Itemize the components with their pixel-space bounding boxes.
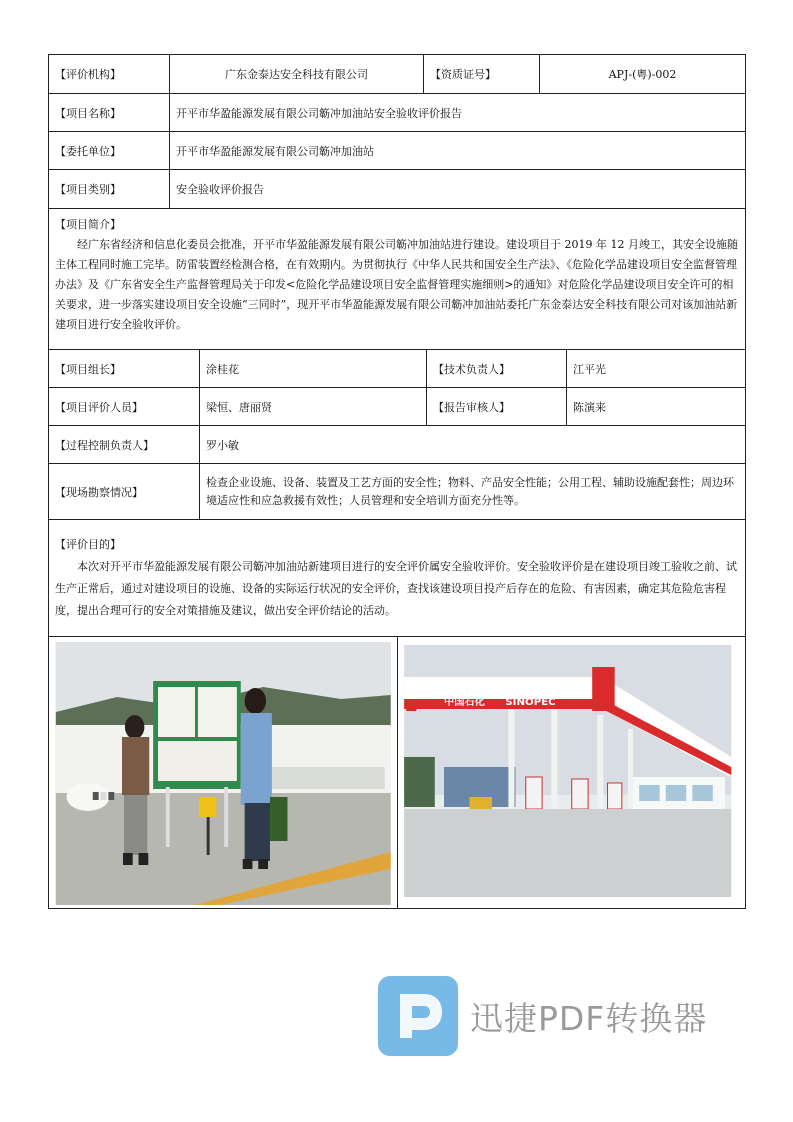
cert-label: 【资质证号】 (424, 55, 540, 93)
evaluation-info-table (48, 54, 746, 909)
tech-lead-label: 【技术负责人】 (427, 350, 567, 387)
site-survey-value: 检查企业设施、设备、装置及工艺方面的安全性；物料、产品安全性能；公用工程、辅助设施配套性；周边环境适应性和应急救援有效性；人员管理和安全培训方面充分性等。 (206, 475, 734, 507)
row-category (49, 170, 745, 209)
row-evaluators (49, 388, 745, 426)
category-value: 安全验收评价报告 (176, 183, 264, 196)
client-label: 【委托单位】 (49, 132, 170, 169)
cert-value: APJ-(粤)-002 (608, 68, 677, 81)
row-client (49, 132, 745, 170)
row-site-survey (49, 464, 745, 520)
reviewer-value: 陈演来 (573, 400, 606, 414)
purpose-text: 本次对开平市华盈能源发展有限公司簕冲加油站新建项目进行的安全评价属安全验收评价。安全验收评价是在建设项目竣工验收之前、试生产正常后，通过对建设项目的设施、设备的实际运行状况的安全评价，查找该建设项目投产后存在的危险、有害因素，确定其危险危害程度，提出合理可行的安全对策措施及建议，做出安全评价结论的活动。 (55, 560, 737, 617)
row-purpose (49, 520, 745, 637)
gas-station-image (398, 637, 746, 908)
process-control-value: 罗小敏 (206, 438, 239, 452)
site-survey-label: 【现场勘察情况】 (49, 464, 200, 519)
org-value: 广东金泰达安全科技有限公司 (170, 55, 424, 93)
row-leader (49, 350, 745, 388)
process-control-label: 【过程控制负责人】 (49, 426, 200, 463)
row-photos (49, 637, 745, 908)
site-inspection-image (49, 637, 397, 908)
sinopec-en-sign: SINOPEC (504, 697, 556, 708)
evaluators-label: 【项目评价人员】 (49, 388, 200, 425)
sinopec-cn-sign: 中国石化 (443, 697, 485, 708)
watermark-text: 迅捷PDF转换器 (470, 998, 708, 1038)
row-process-control (49, 426, 745, 464)
project-name-value: 开平市华盈能源发展有限公司簕冲加油站安全验收评价报告 (176, 106, 462, 120)
category-label: 【项目类别】 (49, 170, 170, 208)
intro-label: 【项目简介】 (55, 218, 121, 231)
site-inspection-photo (49, 637, 398, 908)
reviewer-label: 【报告审核人】 (427, 388, 567, 425)
row-project-name (49, 94, 745, 132)
row-org (49, 55, 745, 94)
pdf-logo-icon (378, 976, 458, 1056)
project-name-label: 【项目名称】 (49, 94, 170, 131)
row-intro (49, 209, 745, 350)
tech-lead-value: 江平光 (573, 362, 606, 376)
intro-block (49, 209, 745, 341)
intro-text: 经广东省经济和信息化委员会批准，开平市华盈能源发展有限公司簕冲加油站进行建设。建设项目于 2019 年 12 月竣工，其安全设施随主体工程同时施工完毕。防雷装置经检测合格，在有效期内。为贯彻执行《中华人民共和国安全生产法》、《危险化学品建设项目安全监督管理办法》及《广东省安全生产监督管理局关于印发<危险化学品建设项目安全监督管理实施细则>的通知》对危险化学品建设项目安全许可的相关要求，进一步落实建设项目安全设施“三同时”，现开平市华盈能源发展有限公司簕冲加油站委托广东金泰达安全科技有限公司对该加油站新建项目进行安全验收评价。 (55, 238, 738, 331)
client-value: 开平市华盈能源发展有限公司簕冲加油站 (176, 144, 374, 158)
purpose-block (49, 520, 745, 628)
pdf-converter-watermark (378, 976, 707, 1056)
leader-value: 涂桂花 (200, 350, 427, 387)
org-label: 【评价机构】 (49, 55, 170, 93)
leader-label: 【项目组长】 (49, 350, 200, 387)
gas-station-photo (398, 637, 746, 908)
purpose-label: 【评价目的】 (55, 538, 121, 551)
evaluators-value: 梁恒、唐丽贤 (200, 388, 427, 425)
